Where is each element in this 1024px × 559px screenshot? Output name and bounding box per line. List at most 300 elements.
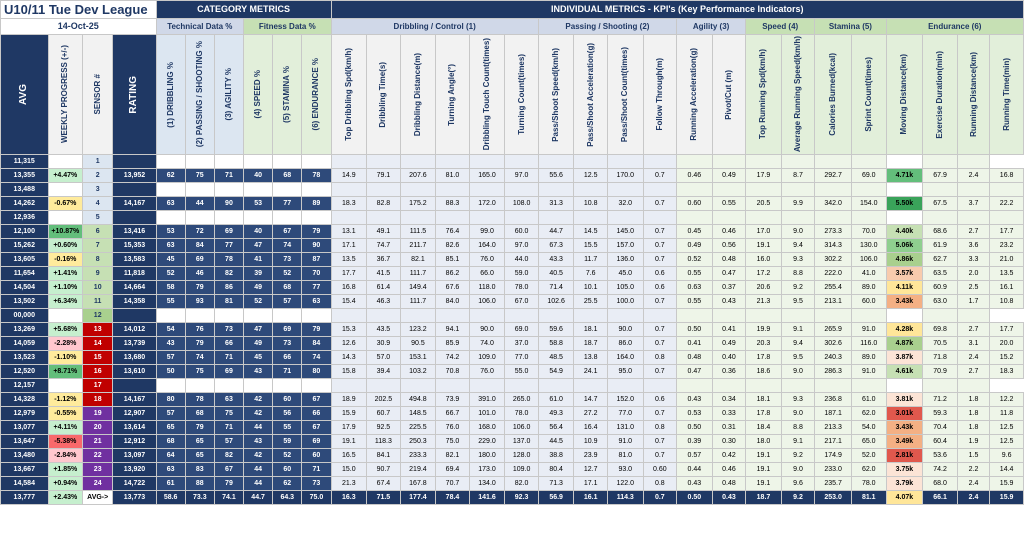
- metric-cell: 62.7: [923, 253, 958, 267]
- column-header: [923, 35, 958, 155]
- sensor-cell: 16: [83, 365, 113, 379]
- category-metric-cell: 75: [214, 407, 243, 421]
- category-metric-cell: 72: [185, 225, 214, 239]
- metric-cell: 94.1: [436, 323, 469, 337]
- metric-cell: 0.56: [712, 239, 745, 253]
- metric-cell: 84.0: [436, 295, 469, 309]
- avg-cell: 15,262: [1, 239, 49, 253]
- metric-cell: 173.0: [469, 463, 505, 477]
- column-header-label: (2) PASSING / SHOOTING %: [194, 41, 204, 148]
- weekly-progress-cell: +4.11%: [48, 421, 83, 435]
- metric-cell: 9.5: [781, 295, 814, 309]
- metric-cell: 54.0: [851, 421, 886, 435]
- category-metric-cell: [244, 183, 273, 197]
- metric-cell: 2.0: [957, 267, 989, 281]
- sensor-cell: 2: [83, 169, 113, 183]
- category-metric-cell: 71: [273, 365, 302, 379]
- metric-cell: 66.7: [436, 407, 469, 421]
- metric-cell: 265.9: [815, 323, 852, 337]
- metric-cell: 18.1: [574, 323, 607, 337]
- metric-cell: 8.8: [781, 421, 814, 435]
- metric-cell: 67.3: [538, 239, 574, 253]
- metric-cell: 15.9: [990, 477, 1024, 491]
- metric-cell: 19.1: [746, 239, 782, 253]
- metric-cell: 1.9: [957, 435, 989, 449]
- category-metric-cell: [214, 379, 243, 393]
- metric-cell: 81.0: [607, 449, 643, 463]
- metric-cell: 74.2: [923, 463, 958, 477]
- metric-cell: 0.7: [643, 197, 676, 211]
- metric-cell: 0.50: [677, 421, 713, 435]
- metric-cell: 86.0: [607, 337, 643, 351]
- metric-cell: 122.0: [607, 477, 643, 491]
- metric-cell: 41.0: [851, 267, 886, 281]
- category-metric-cell: 63: [156, 239, 185, 253]
- metric-cell: 70.5: [923, 337, 958, 351]
- footer-metric-cell: 4.07k: [886, 491, 923, 505]
- category-metric-cell: 71: [214, 169, 243, 183]
- category-metric-cell: 84: [302, 337, 331, 351]
- category-metric-cell: [302, 183, 331, 197]
- category-metric-cell: 67: [273, 225, 302, 239]
- category-metric-cell: 79: [185, 421, 214, 435]
- metric-cell: 3.3: [957, 253, 989, 267]
- metric-cell: 49.1: [367, 225, 400, 239]
- metric-cell: 9.1: [781, 435, 814, 449]
- metric-cell: 15.9: [331, 407, 367, 421]
- table-row: [1, 225, 1024, 239]
- rating-cell: 13,739: [113, 337, 156, 351]
- moving-distance-cell: 4.87k: [886, 337, 923, 351]
- metric-cell: 222.0: [815, 267, 852, 281]
- sensor-cell: 18: [83, 393, 113, 407]
- weekly-progress-cell: +0.94%: [48, 477, 83, 491]
- footer-metric-cell: 0.43: [712, 491, 745, 505]
- metric-cell: 106.0: [851, 253, 886, 267]
- category-metric-cell: 69: [185, 253, 214, 267]
- metric-cell: 16.5: [331, 449, 367, 463]
- metric-cell: 0.6: [643, 267, 676, 281]
- metric-cell: 229.0: [469, 435, 505, 449]
- column-header-label: Exercise Duration(min): [935, 50, 945, 139]
- metric-cell: 65.0: [851, 435, 886, 449]
- metric-cell: 0.42: [712, 449, 745, 463]
- metric-cell: 67.9: [923, 169, 958, 183]
- metric-cell: 85.1: [436, 253, 469, 267]
- metric-cell: 157.0: [607, 239, 643, 253]
- metric-cell: 12.7: [574, 463, 607, 477]
- category-metric-cell: 60: [302, 449, 331, 463]
- column-header-label: Pivot/Cut (m): [723, 69, 733, 120]
- metric-cell: 67.0: [505, 295, 538, 309]
- table-row: [1, 267, 1024, 281]
- metric-cell: 20.0: [990, 337, 1024, 351]
- metric-cell: 59.0: [505, 267, 538, 281]
- metric-cell: 63.0: [923, 295, 958, 309]
- metric-cell: [815, 309, 852, 323]
- column-header: [1, 35, 49, 155]
- metric-cell: 10.1: [574, 281, 607, 295]
- metric-cell: 86.2: [436, 267, 469, 281]
- category-metric-cell: 69: [214, 365, 243, 379]
- column-header: [331, 35, 367, 155]
- column-header: [781, 35, 814, 155]
- category-metric-cell: [302, 155, 331, 169]
- metric-cell: [469, 211, 505, 225]
- metric-cell: 61.4: [367, 281, 400, 295]
- metric-cell: 15.8: [331, 365, 367, 379]
- rating-cell: [113, 379, 156, 393]
- metric-cell: 0.36: [712, 365, 745, 379]
- metric-cell: [957, 211, 989, 225]
- moving-distance-cell: 4.28k: [886, 323, 923, 337]
- sensor-cell: 7: [83, 239, 113, 253]
- avg-cell: 12,100: [1, 225, 49, 239]
- metric-cell: 1.5: [957, 449, 989, 463]
- table-row: [1, 169, 1024, 183]
- metric-cell: 105.0: [607, 281, 643, 295]
- column-header: [677, 35, 713, 155]
- metric-cell: 7.6: [574, 267, 607, 281]
- category-metric-cell: 62: [273, 477, 302, 491]
- metric-cell: [712, 183, 745, 197]
- metric-cell: 0.55: [712, 197, 745, 211]
- metric-cell: 17.1: [331, 239, 367, 253]
- metric-cell: 314.3: [815, 239, 852, 253]
- metric-cell: [677, 211, 713, 225]
- metric-cell: 44.7: [538, 225, 574, 239]
- column-header-label: Running Acceleration(g): [689, 48, 699, 141]
- category-metric-cell: 44: [244, 477, 273, 491]
- moving-distance-cell: 3.75k: [886, 463, 923, 477]
- column-header-label: Average Running Speed(km/h): [793, 36, 803, 153]
- metric-cell: [746, 183, 782, 197]
- column-header: [851, 35, 886, 155]
- column-header-label: (6) ENDURANCE %: [311, 58, 321, 131]
- metric-cell: 16.0: [746, 253, 782, 267]
- metric-cell: 342.0: [815, 197, 852, 211]
- metric-cell: 9.4: [781, 337, 814, 351]
- metric-cell: [851, 379, 886, 393]
- category-metric-cell: 52: [156, 267, 185, 281]
- metric-cell: 9.9: [781, 197, 814, 211]
- metric-cell: [781, 379, 814, 393]
- metric-cell: 0.7: [643, 239, 676, 253]
- footer-metric-cell: 114.3: [607, 491, 643, 505]
- metric-cell: 11.8: [990, 407, 1024, 421]
- weekly-progress-cell: -1.10%: [48, 351, 83, 365]
- metric-cell: 97.0: [505, 239, 538, 253]
- individual-metrics-header: INDIVIDUAL METRICS - KPI's (Key Performance Indicators): [331, 1, 1024, 19]
- column-header-label: Follow Through(m): [654, 58, 664, 131]
- metric-cell: 2.4: [957, 351, 989, 365]
- metric-cell: 70.7: [436, 477, 469, 491]
- metric-cell: 82.0: [505, 477, 538, 491]
- metric-cell: 233.0: [815, 463, 852, 477]
- metric-cell: [367, 379, 400, 393]
- metric-cell: 60.9: [923, 281, 958, 295]
- metric-cell: [957, 183, 989, 197]
- table-row: [1, 323, 1024, 337]
- metric-cell: 106.0: [505, 421, 538, 435]
- metric-cell: [781, 183, 814, 197]
- category-metric-cell: 74: [185, 351, 214, 365]
- metric-cell: [815, 183, 852, 197]
- footer-metric-cell: 74.1: [214, 491, 243, 505]
- metric-cell: [746, 379, 782, 393]
- avg-cell: 14,504: [1, 281, 49, 295]
- metric-cell: 187.1: [815, 407, 852, 421]
- metric-cell: 59.6: [538, 323, 574, 337]
- metric-cell: 17.8: [746, 351, 782, 365]
- category-metric-cell: 65: [185, 449, 214, 463]
- category-metric-cell: 52: [273, 267, 302, 281]
- metric-cell: 164.0: [469, 239, 505, 253]
- category-metric-cell: [156, 379, 185, 393]
- category-metric-cell: 67: [302, 393, 331, 407]
- metric-cell: 30.9: [367, 337, 400, 351]
- sensor-cell: 23: [83, 463, 113, 477]
- category-metric-cell: [273, 155, 302, 169]
- avg-cell: 14,059: [1, 337, 49, 351]
- metric-cell: [505, 183, 538, 197]
- category-metric-cell: 43: [244, 435, 273, 449]
- rating-cell: 12,912: [113, 435, 156, 449]
- rating-cell: 14,167: [113, 197, 156, 211]
- metric-cell: 99.0: [469, 225, 505, 239]
- metric-cell: [400, 309, 436, 323]
- category-metric-cell: 54: [156, 323, 185, 337]
- metric-cell: 265.0: [505, 393, 538, 407]
- metric-cell: [923, 211, 958, 225]
- column-header-label: Sprint Count(times): [863, 57, 873, 132]
- sensor-cell: 8: [83, 253, 113, 267]
- metric-cell: 0.41: [712, 323, 745, 337]
- table-row: [1, 351, 1024, 365]
- metric-cell: 0.7: [643, 365, 676, 379]
- avg-cell: 13,488: [1, 183, 49, 197]
- metric-cell: 60.4: [923, 435, 958, 449]
- metric-cell: 18.6: [746, 365, 782, 379]
- sensor-cell: 15: [83, 351, 113, 365]
- metric-cell: 68.6: [923, 225, 958, 239]
- column-header-label: (1) DRIBBLING %: [165, 61, 175, 128]
- category-metric-cell: 44: [185, 197, 214, 211]
- footer-metric-cell: 2.4: [957, 491, 989, 505]
- metric-cell: 2.7: [957, 365, 989, 379]
- rating-cell: [113, 155, 156, 169]
- metric-cell: 13.5: [331, 253, 367, 267]
- metric-cell: 60.7: [367, 407, 400, 421]
- metric-cell: 59.3: [923, 407, 958, 421]
- category-metric-cell: [302, 309, 331, 323]
- metric-cell: 14.5: [574, 225, 607, 239]
- footer-metric-cell: 253.0: [815, 491, 852, 505]
- category-metric-cell: 55: [156, 295, 185, 309]
- weekly-progress-cell: -2.84%: [48, 449, 83, 463]
- metric-cell: [367, 183, 400, 197]
- rating-cell: 13,952: [113, 169, 156, 183]
- metric-cell: 67.5: [923, 197, 958, 211]
- table-row: [1, 155, 1024, 169]
- metric-cell: 174.9: [815, 449, 852, 463]
- category-metric-cell: 93: [185, 295, 214, 309]
- metric-cell: 17.2: [746, 267, 782, 281]
- metric-cell: 302.6: [815, 337, 852, 351]
- metric-cell: 97.0: [505, 169, 538, 183]
- category-metric-cell: [214, 183, 243, 197]
- category-metric-cell: 77: [273, 197, 302, 211]
- category-metric-cell: 67: [302, 421, 331, 435]
- metric-cell: [331, 155, 367, 169]
- metric-cell: 17.7: [990, 225, 1024, 239]
- metric-cell: 95.0: [607, 365, 643, 379]
- column-header-label: Pass/Shoot Speed(km/h): [551, 47, 561, 142]
- metric-cell: 0.48: [677, 351, 713, 365]
- avg-cell: 11,315: [1, 155, 49, 169]
- category-metric-cell: 67: [214, 463, 243, 477]
- column-header: [400, 35, 436, 155]
- category-metric-cell: 88: [185, 477, 214, 491]
- metric-cell: 118.3: [367, 435, 400, 449]
- category-metric-cell: 79: [302, 225, 331, 239]
- metric-cell: 10.8: [990, 295, 1024, 309]
- category-metric-cell: 49: [244, 281, 273, 295]
- metric-cell: 225.5: [400, 421, 436, 435]
- metric-cell: 0.34: [712, 393, 745, 407]
- metric-cell: [469, 155, 505, 169]
- metric-cell: 17.9: [746, 169, 782, 183]
- category-metric-cell: 73: [214, 323, 243, 337]
- metric-cell: 123.2: [400, 323, 436, 337]
- metric-cell: 0.55: [677, 295, 713, 309]
- category-metric-cell: 61: [156, 477, 185, 491]
- metric-cell: 20.6: [746, 281, 782, 295]
- avg-cell: 12,520: [1, 365, 49, 379]
- metric-cell: 130.0: [851, 239, 886, 253]
- table-row: [1, 477, 1024, 491]
- metric-cell: 3.1: [957, 337, 989, 351]
- metric-cell: 13.1: [331, 225, 367, 239]
- category-metric-cell: [185, 309, 214, 323]
- category-metric-cell: 77: [214, 239, 243, 253]
- metric-cell: 25.5: [574, 295, 607, 309]
- metric-cell: 91.0: [851, 323, 886, 337]
- rating-cell: 13,680: [113, 351, 156, 365]
- metric-cell: [331, 183, 367, 197]
- metric-cell: 92.5: [367, 421, 400, 435]
- endurance-group-header: Endurance (6): [886, 19, 1023, 35]
- metric-cell: 11.7: [574, 253, 607, 267]
- metric-cell: 211.7: [400, 239, 436, 253]
- metric-cell: 76.4: [436, 225, 469, 239]
- table-row: [1, 183, 1024, 197]
- category-metric-cell: 63: [214, 393, 243, 407]
- metric-cell: 12.5: [574, 169, 607, 183]
- table-row: [1, 449, 1024, 463]
- table-row: [1, 197, 1024, 211]
- metric-cell: 71.3: [538, 477, 574, 491]
- passing-group-header: Passing / Shooting (2): [538, 19, 676, 35]
- metric-cell: 63.5: [923, 267, 958, 281]
- column-header: [185, 35, 214, 155]
- metric-cell: [990, 211, 1024, 225]
- table-row: [1, 365, 1024, 379]
- metric-cell: 109.0: [505, 463, 538, 477]
- metric-cell: 21.3: [746, 295, 782, 309]
- footer-metric-cell: 64.3: [273, 491, 302, 505]
- metric-cell: 0.63: [677, 281, 713, 295]
- metric-cell: 13.5: [990, 267, 1024, 281]
- column-header: [957, 35, 989, 155]
- metric-cell: 70.8: [436, 365, 469, 379]
- footer-metric-cell: 9.2: [781, 491, 814, 505]
- metric-cell: 164.0: [607, 351, 643, 365]
- metric-cell: 67.4: [367, 477, 400, 491]
- metric-cell: 0.47: [712, 267, 745, 281]
- rating-cell: 13,583: [113, 253, 156, 267]
- metric-cell: 9.5: [781, 351, 814, 365]
- metric-cell: 81.0: [436, 169, 469, 183]
- metric-cell: 116.0: [851, 337, 886, 351]
- moving-distance-cell: 3.81k: [886, 393, 923, 407]
- sheet-title: U10/11 Tue Dev League: [1, 1, 157, 19]
- avg-cell: 13,667: [1, 463, 49, 477]
- metric-cell: 16.8: [990, 169, 1024, 183]
- moving-distance-cell: [886, 309, 923, 323]
- metric-cell: 0.7: [643, 169, 676, 183]
- category-metric-cell: 62: [156, 169, 185, 183]
- metric-cell: 46.3: [367, 295, 400, 309]
- metric-cell: 14.9: [331, 169, 367, 183]
- metric-cell: 49.3: [538, 407, 574, 421]
- category-metric-cell: 63: [302, 295, 331, 309]
- category-metric-cell: 80: [156, 393, 185, 407]
- metric-cell: 74.7: [367, 239, 400, 253]
- metric-cell: 167.8: [400, 477, 436, 491]
- metric-cell: 14.4: [990, 463, 1024, 477]
- metric-cell: 0.31: [712, 421, 745, 435]
- column-header: [815, 35, 852, 155]
- metric-cell: 3.7: [957, 197, 989, 211]
- column-header-label: Dribbling Distance(m): [412, 52, 422, 137]
- rating-cell: 14,012: [113, 323, 156, 337]
- metric-cell: [815, 155, 852, 169]
- category-metric-cell: 53: [244, 197, 273, 211]
- speed-group-header: Speed (4): [746, 19, 815, 35]
- category-metric-cell: 64: [156, 449, 185, 463]
- metric-cell: 0.60: [677, 197, 713, 211]
- category-metric-cell: 46: [185, 267, 214, 281]
- technical-data-header: Technical Data %: [156, 19, 243, 35]
- metric-cell: 0.7: [643, 435, 676, 449]
- column-header-label: Moving Distance(km): [899, 54, 909, 135]
- metric-cell: [469, 379, 505, 393]
- category-metric-cell: 89: [302, 197, 331, 211]
- metric-cell: [574, 183, 607, 197]
- category-metric-cell: 73: [273, 253, 302, 267]
- metric-cell: 0.47: [677, 365, 713, 379]
- table-row: [1, 407, 1024, 421]
- metric-cell: 302.2: [815, 253, 852, 267]
- moving-distance-cell: 3.01k: [886, 407, 923, 421]
- category-metric-cell: [156, 309, 185, 323]
- metric-cell: 22.2: [990, 197, 1024, 211]
- footer-avg-cell: 13,777: [1, 491, 49, 505]
- moving-distance-cell: [886, 379, 923, 393]
- column-header: [48, 35, 83, 155]
- metric-cell: [923, 379, 958, 393]
